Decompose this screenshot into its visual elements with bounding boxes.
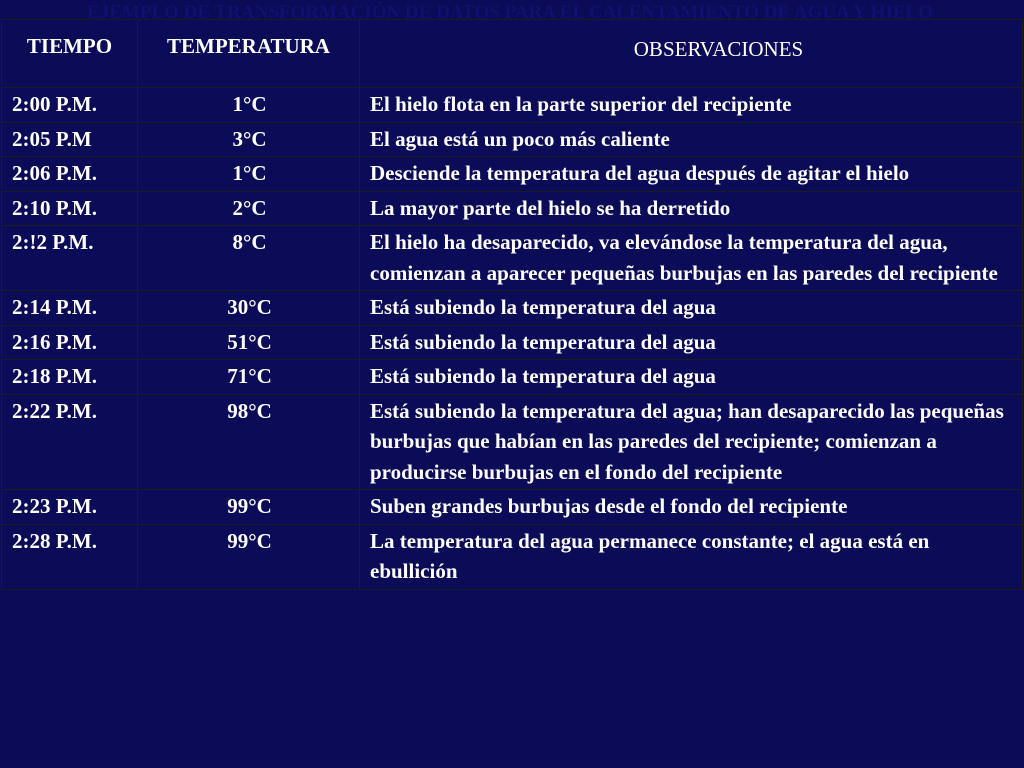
slide-title: EJEMPLO DE TRANSFORMACIÓN DE DATOS PARA EL CALENTAMIENTO DE AGUA Y HIELO bbox=[87, 2, 933, 23]
table-row bbox=[2, 88, 1023, 123]
cell-temperature: 98°C bbox=[138, 394, 360, 490]
cell-time: 2:28 P.M. bbox=[2, 524, 138, 589]
cell-time: 2:22 P.M. bbox=[2, 394, 138, 490]
column-header-observations: OBSERVACIONES bbox=[360, 20, 1023, 88]
table-row bbox=[2, 394, 1023, 490]
cell-temperature: 3°C bbox=[138, 122, 360, 157]
table-body bbox=[2, 88, 1023, 590]
cell-observation: El hielo ha desaparecido, va elevándose la temperatura del agua, comienzan a aparecer pequeñas burbujas en las paredes del recipiente bbox=[360, 226, 1023, 291]
cell-observation: Está subiendo la temperatura del agua bbox=[360, 291, 1023, 326]
cell-temperature: 1°C bbox=[138, 88, 360, 123]
cell-temperature: 99°C bbox=[138, 524, 360, 589]
cell-temperature: 99°C bbox=[138, 490, 360, 525]
table-row bbox=[2, 226, 1023, 291]
cell-observation: El hielo flota en la parte superior del recipiente bbox=[360, 88, 1023, 123]
column-header-time: TIEMPO bbox=[2, 20, 138, 88]
table-row bbox=[2, 325, 1023, 360]
cell-observation: Está subiendo la temperatura del agua; han desaparecido las pequeñas burbujas que habían en las paredes del recipiente; comienzan a producirse burbujas en el fondo del recipiente bbox=[360, 394, 1023, 490]
table-row bbox=[2, 524, 1023, 589]
cell-temperature: 8°C bbox=[138, 226, 360, 291]
cell-temperature: 30°C bbox=[138, 291, 360, 326]
cell-time: 2:10 P.M. bbox=[2, 191, 138, 226]
cell-observation: Está subiendo la temperatura del agua bbox=[360, 325, 1023, 360]
column-header-temperature: TEMPERATURA bbox=[138, 20, 360, 88]
cell-observation: El agua está un poco más caliente bbox=[360, 122, 1023, 157]
cell-observation: La mayor parte del hielo se ha derretido bbox=[360, 191, 1023, 226]
cell-time: 2:16 P.M. bbox=[2, 325, 138, 360]
cell-time: 2:23 P.M. bbox=[2, 490, 138, 525]
cell-time: 2:18 P.M. bbox=[2, 360, 138, 395]
cell-observation: La temperatura del agua permanece constante; el agua está en ebullición bbox=[360, 524, 1023, 589]
cell-time: 2:05 P.M bbox=[2, 122, 138, 157]
table-row bbox=[2, 360, 1023, 395]
cell-temperature: 51°C bbox=[138, 325, 360, 360]
table-row bbox=[2, 122, 1023, 157]
table-row bbox=[2, 157, 1023, 192]
cell-observation: Está subiendo la temperatura del agua bbox=[360, 360, 1023, 395]
cell-time: 2:06 P.M. bbox=[2, 157, 138, 192]
cell-temperature: 2°C bbox=[138, 191, 360, 226]
cell-observation: Suben grandes burbujas desde el fondo del recipiente bbox=[360, 490, 1023, 525]
bottom-band bbox=[0, 741, 1024, 768]
data-table bbox=[1, 19, 1023, 590]
cell-time: 2:!2 P.M. bbox=[2, 226, 138, 291]
cell-temperature: 71°C bbox=[138, 360, 360, 395]
cell-temperature: 1°C bbox=[138, 157, 360, 192]
cell-observation: Desciende la temperatura del agua después de agitar el hielo bbox=[360, 157, 1023, 192]
cell-time: 2:14 P.M. bbox=[2, 291, 138, 326]
table-header-row bbox=[2, 20, 1023, 88]
table-row bbox=[2, 490, 1023, 525]
table-row bbox=[2, 291, 1023, 326]
table-row bbox=[2, 191, 1023, 226]
cell-time: 2:00 P.M. bbox=[2, 88, 138, 123]
